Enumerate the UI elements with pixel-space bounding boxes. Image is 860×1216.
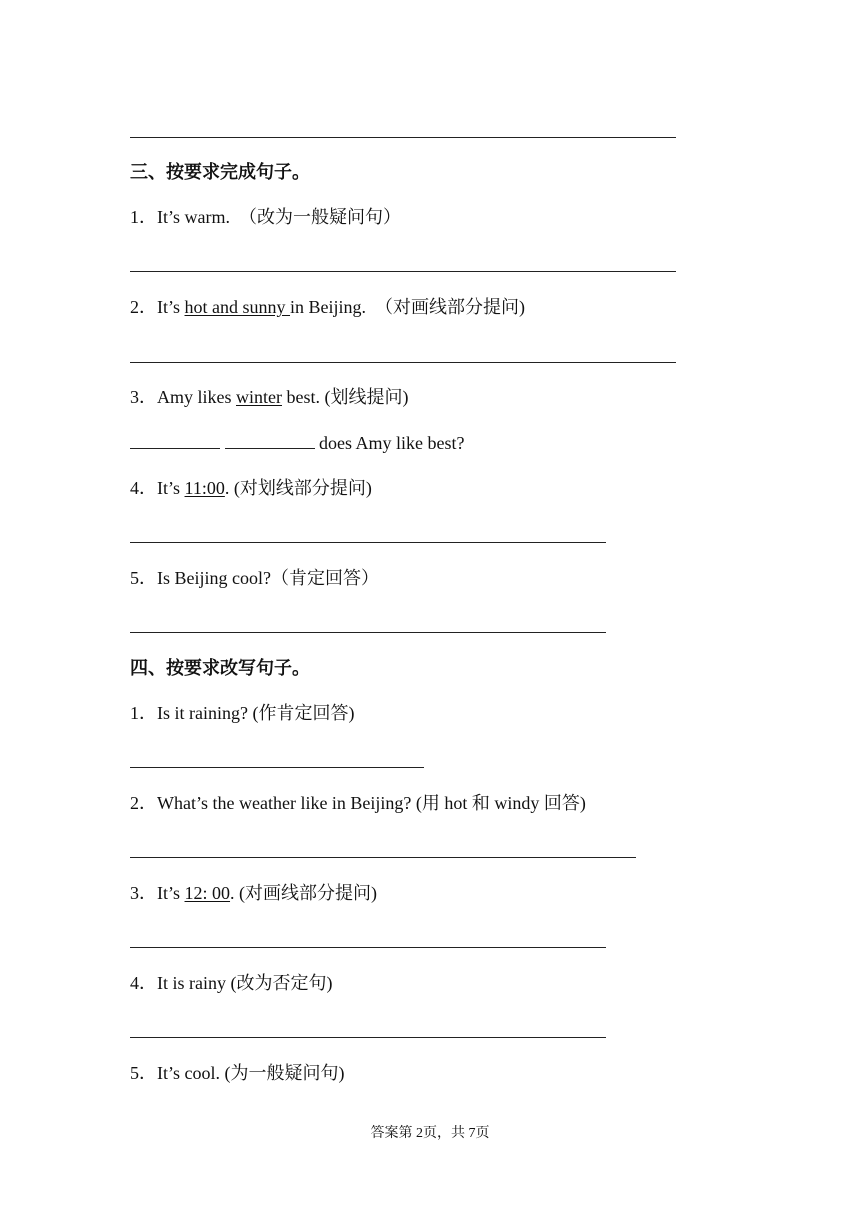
answer-line xyxy=(130,857,636,858)
question-number: 1． xyxy=(130,703,157,723)
s3-question-1 xyxy=(130,205,401,229)
question-hint: （改为一般疑问句） xyxy=(238,207,401,227)
answer-blank[interactable] xyxy=(225,431,315,449)
question-text: It’s cool. (为一般疑问句) xyxy=(157,1063,345,1083)
question-number: 4． xyxy=(130,478,157,498)
s4-question-2 xyxy=(130,791,586,815)
question-text-pre: Amy likes xyxy=(157,387,236,407)
question-number: 2． xyxy=(130,297,157,317)
question-number: 2． xyxy=(130,793,157,813)
question-number: 1． xyxy=(130,207,157,227)
answer-line xyxy=(130,947,606,948)
s3-question-3-answer-row xyxy=(130,431,464,455)
question-text-pre: It’s xyxy=(157,883,185,903)
answer-tail-text: does Amy like best? xyxy=(314,433,465,453)
answer-line xyxy=(130,542,606,543)
question-text-pre: It’s xyxy=(157,297,185,317)
question-number: 3． xyxy=(130,883,157,903)
s4-question-4 xyxy=(130,971,332,995)
section-4-title: 四、按要求改写句子。 xyxy=(130,658,310,678)
s3-question-4 xyxy=(130,476,372,500)
underlined-time: 12: 00 xyxy=(184,883,231,903)
question-text: Is it raining? (作肯定回答) xyxy=(157,703,355,723)
answer-blank[interactable] xyxy=(130,431,220,449)
s4-question-3 xyxy=(130,881,377,905)
question-text: It’s warm. xyxy=(157,207,230,227)
question-text-post: best. (划线提问) xyxy=(281,387,409,407)
question-number: 3． xyxy=(130,387,157,407)
answer-line xyxy=(130,1037,606,1038)
question-text-pre: It’s xyxy=(157,478,185,498)
s3-question-2 xyxy=(130,295,525,319)
s3-question-3 xyxy=(130,385,408,409)
question-text-post: in Beijing. xyxy=(290,297,367,317)
s3-question-5 xyxy=(130,566,379,590)
answer-line xyxy=(130,271,676,272)
answer-line xyxy=(130,632,606,633)
question-number: 4． xyxy=(130,973,157,993)
answer-line xyxy=(130,767,424,768)
question-number: 5． xyxy=(130,568,157,588)
question-hint: （对画线部分提问) xyxy=(375,297,526,317)
question-text: Is Beijing cool?（肯定回答） xyxy=(157,568,379,588)
question-text: What’s the weather like in Beijing? (用 hot 和 windy 回答) xyxy=(157,793,586,813)
answer-line xyxy=(130,137,676,138)
section-3-title: 三、按要求完成句子。 xyxy=(130,162,310,182)
s4-question-1 xyxy=(130,701,354,725)
question-text-post: . (对画线部分提问) xyxy=(230,883,378,903)
question-number: 5． xyxy=(130,1063,157,1083)
answer-line xyxy=(130,362,676,363)
page-footer: 答案第 2页，共 7页 xyxy=(370,1126,490,1141)
question-text: It is rainy (改为否定句) xyxy=(157,973,333,993)
underlined-word: winter xyxy=(236,387,282,407)
question-text-post: . (对划线部分提问) xyxy=(224,478,372,498)
underlined-time: 11:00 xyxy=(184,478,225,498)
s4-question-5 xyxy=(130,1061,344,1085)
underlined-phrase: hot and sunny xyxy=(184,297,291,317)
